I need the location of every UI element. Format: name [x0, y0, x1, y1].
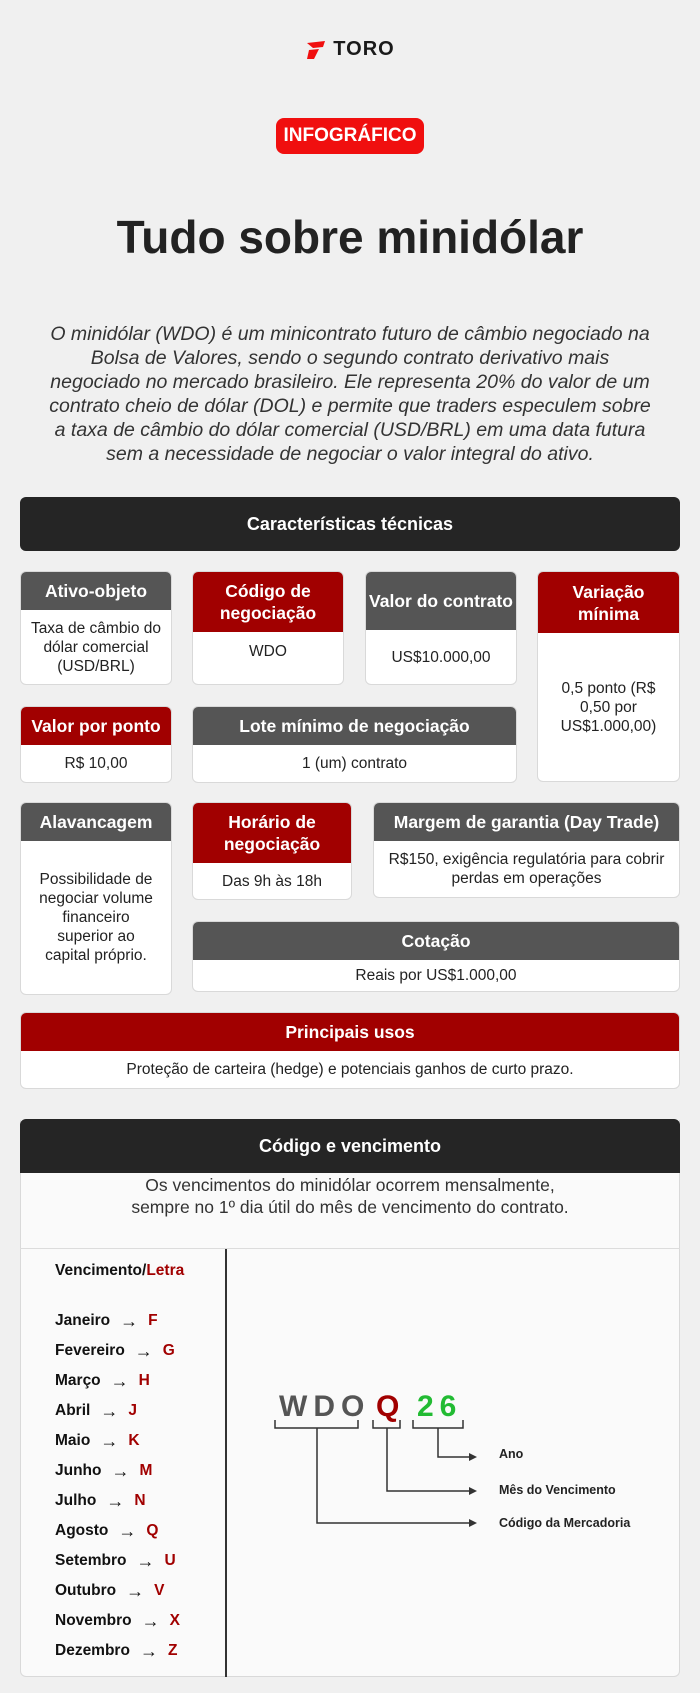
- ticker-year: 26: [417, 1390, 463, 1423]
- month-letter: N: [134, 1492, 146, 1509]
- month-letter: Z: [167, 1642, 178, 1659]
- ticker-commodity: WDO: [279, 1390, 371, 1423]
- code-section-header: Código e vencimento: [20, 1119, 680, 1173]
- year-bracket: [413, 1420, 463, 1428]
- card-value: Das 9h às 18h: [222, 872, 322, 890]
- month-name: Maio: [55, 1432, 91, 1449]
- card-title: Principais usos: [21, 1013, 679, 1051]
- arrowhead-icon: [469, 1519, 477, 1527]
- month-letter: G: [162, 1342, 175, 1359]
- card-value: Proteção de carteira (hedge) e potenciais ganhos de curto prazo.: [126, 1061, 574, 1078]
- right-arrow-icon: →: [136, 1550, 155, 1571]
- right-arrow-icon: →: [106, 1490, 125, 1511]
- card-value: R$150, exigência regulatória para cobrir perdas em operações: [388, 851, 665, 887]
- commodity-connector: [317, 1428, 475, 1523]
- month-letter: V: [154, 1582, 165, 1599]
- note-line-1: Os vencimentos do minidólar ocorrem mensalmente,: [145, 1175, 555, 1195]
- infographic-badge: INFOGRÁFICO: [276, 118, 424, 154]
- month-letter: Q: [146, 1522, 159, 1539]
- month-name: Junho: [55, 1462, 102, 1479]
- heading-vencimento: Vencimento/: [55, 1262, 147, 1279]
- card-title: Horário de negociação: [193, 803, 351, 863]
- title-regular: Tudo sobre: [116, 211, 377, 263]
- month-bracket: [373, 1420, 400, 1428]
- right-arrow-icon: →: [100, 1400, 119, 1421]
- card-value: Taxa de câmbio do dólar comercial (USD/BRL): [30, 619, 162, 675]
- intro-paragraph: O minidólar (WDO) é um minicontrato futuro de câmbio negociado na Bolsa de Valores, sendo o segundo contrato derivativo mais negociado no mercado brasileiro. Ele representa 20% do valor de um contrato cheio de dólar (DOL) e permite que traders especulem sobre a taxa de câmbio do dólar comercial (USD/BRL) em uma data futura sem a necessidade de negociar o valor integral do ativo.: [49, 323, 651, 465]
- month-name: Setembro: [55, 1552, 127, 1569]
- heading-letra: Letra: [146, 1262, 185, 1279]
- right-arrow-icon: →: [120, 1310, 139, 1331]
- card-title: Valor por ponto: [21, 707, 171, 745]
- note-line-2: sempre no 1º dia útil do mês de vencimento do contrato.: [131, 1197, 569, 1217]
- card-title: Margem de garantia (Day Trade): [374, 803, 679, 841]
- month-name: Março: [55, 1372, 101, 1389]
- month-letter: U: [164, 1552, 176, 1569]
- month-letter: X: [169, 1612, 180, 1629]
- month-letter: H: [138, 1372, 150, 1389]
- right-arrow-icon: →: [126, 1580, 145, 1601]
- month-letter: K: [128, 1432, 140, 1449]
- year-connector: [438, 1428, 475, 1457]
- legend-ano: Ano: [499, 1447, 524, 1461]
- card-title: Alavancagem: [21, 803, 171, 841]
- arrowhead-icon: [469, 1487, 477, 1495]
- card-value: Reais por US$1.000,00: [355, 967, 517, 984]
- card-value: US$10.000,00: [391, 648, 491, 666]
- month-letter: F: [148, 1312, 158, 1329]
- title-bold: minidólar: [376, 211, 584, 263]
- right-arrow-icon: →: [118, 1520, 137, 1541]
- card-title: Variação mínima: [538, 572, 679, 633]
- commodity-bracket: [275, 1420, 358, 1428]
- specs-header: Características técnicas: [20, 497, 680, 551]
- month-name: Julho: [55, 1492, 97, 1509]
- right-arrow-icon: →: [134, 1340, 153, 1361]
- month-name: Dezembro: [55, 1642, 130, 1659]
- card-value: R$ 10,00: [64, 755, 128, 772]
- card-title: Valor do contrato: [366, 572, 516, 630]
- right-arrow-icon: →: [111, 1460, 130, 1481]
- right-arrow-icon: →: [110, 1370, 129, 1391]
- right-arrow-icon: →: [139, 1640, 158, 1661]
- card-value: Possibilidade de negociar volume financeiro superior ao capital próprio.: [39, 871, 153, 964]
- month-letter: M: [139, 1462, 153, 1479]
- month-name: Agosto: [55, 1522, 109, 1539]
- card-title: Lote mínimo de negociação: [193, 707, 516, 745]
- right-arrow-icon: →: [141, 1610, 160, 1631]
- month-name: Outubro: [55, 1582, 117, 1599]
- card-value: 0,5 ponto (R$ 0,50 por US$1.000,00): [560, 679, 657, 735]
- right-arrow-icon: →: [100, 1430, 119, 1451]
- brand-name: TORO: [333, 38, 395, 60]
- legend-mes-vencimento: Mês do Vencimento: [499, 1483, 616, 1497]
- month-name: Fevereiro: [55, 1342, 125, 1359]
- month-letter: J: [128, 1402, 137, 1419]
- ticker-month: Q: [376, 1390, 400, 1423]
- arrowhead-icon: [469, 1453, 477, 1461]
- card-title: Cotação: [193, 922, 679, 960]
- card-value: 1 (um) contrato: [301, 755, 408, 772]
- legend-codigo-mercadoria: Código da Mercadoria: [499, 1516, 631, 1530]
- month-name: Janeiro: [55, 1312, 111, 1329]
- card-value: WDO: [249, 643, 287, 660]
- month-name: Abril: [55, 1402, 91, 1419]
- month-connector: [387, 1428, 475, 1491]
- month-name: Novembro: [55, 1612, 132, 1629]
- card-title: Código de negociação: [193, 572, 343, 632]
- card-title: Ativo-objeto: [21, 572, 171, 610]
